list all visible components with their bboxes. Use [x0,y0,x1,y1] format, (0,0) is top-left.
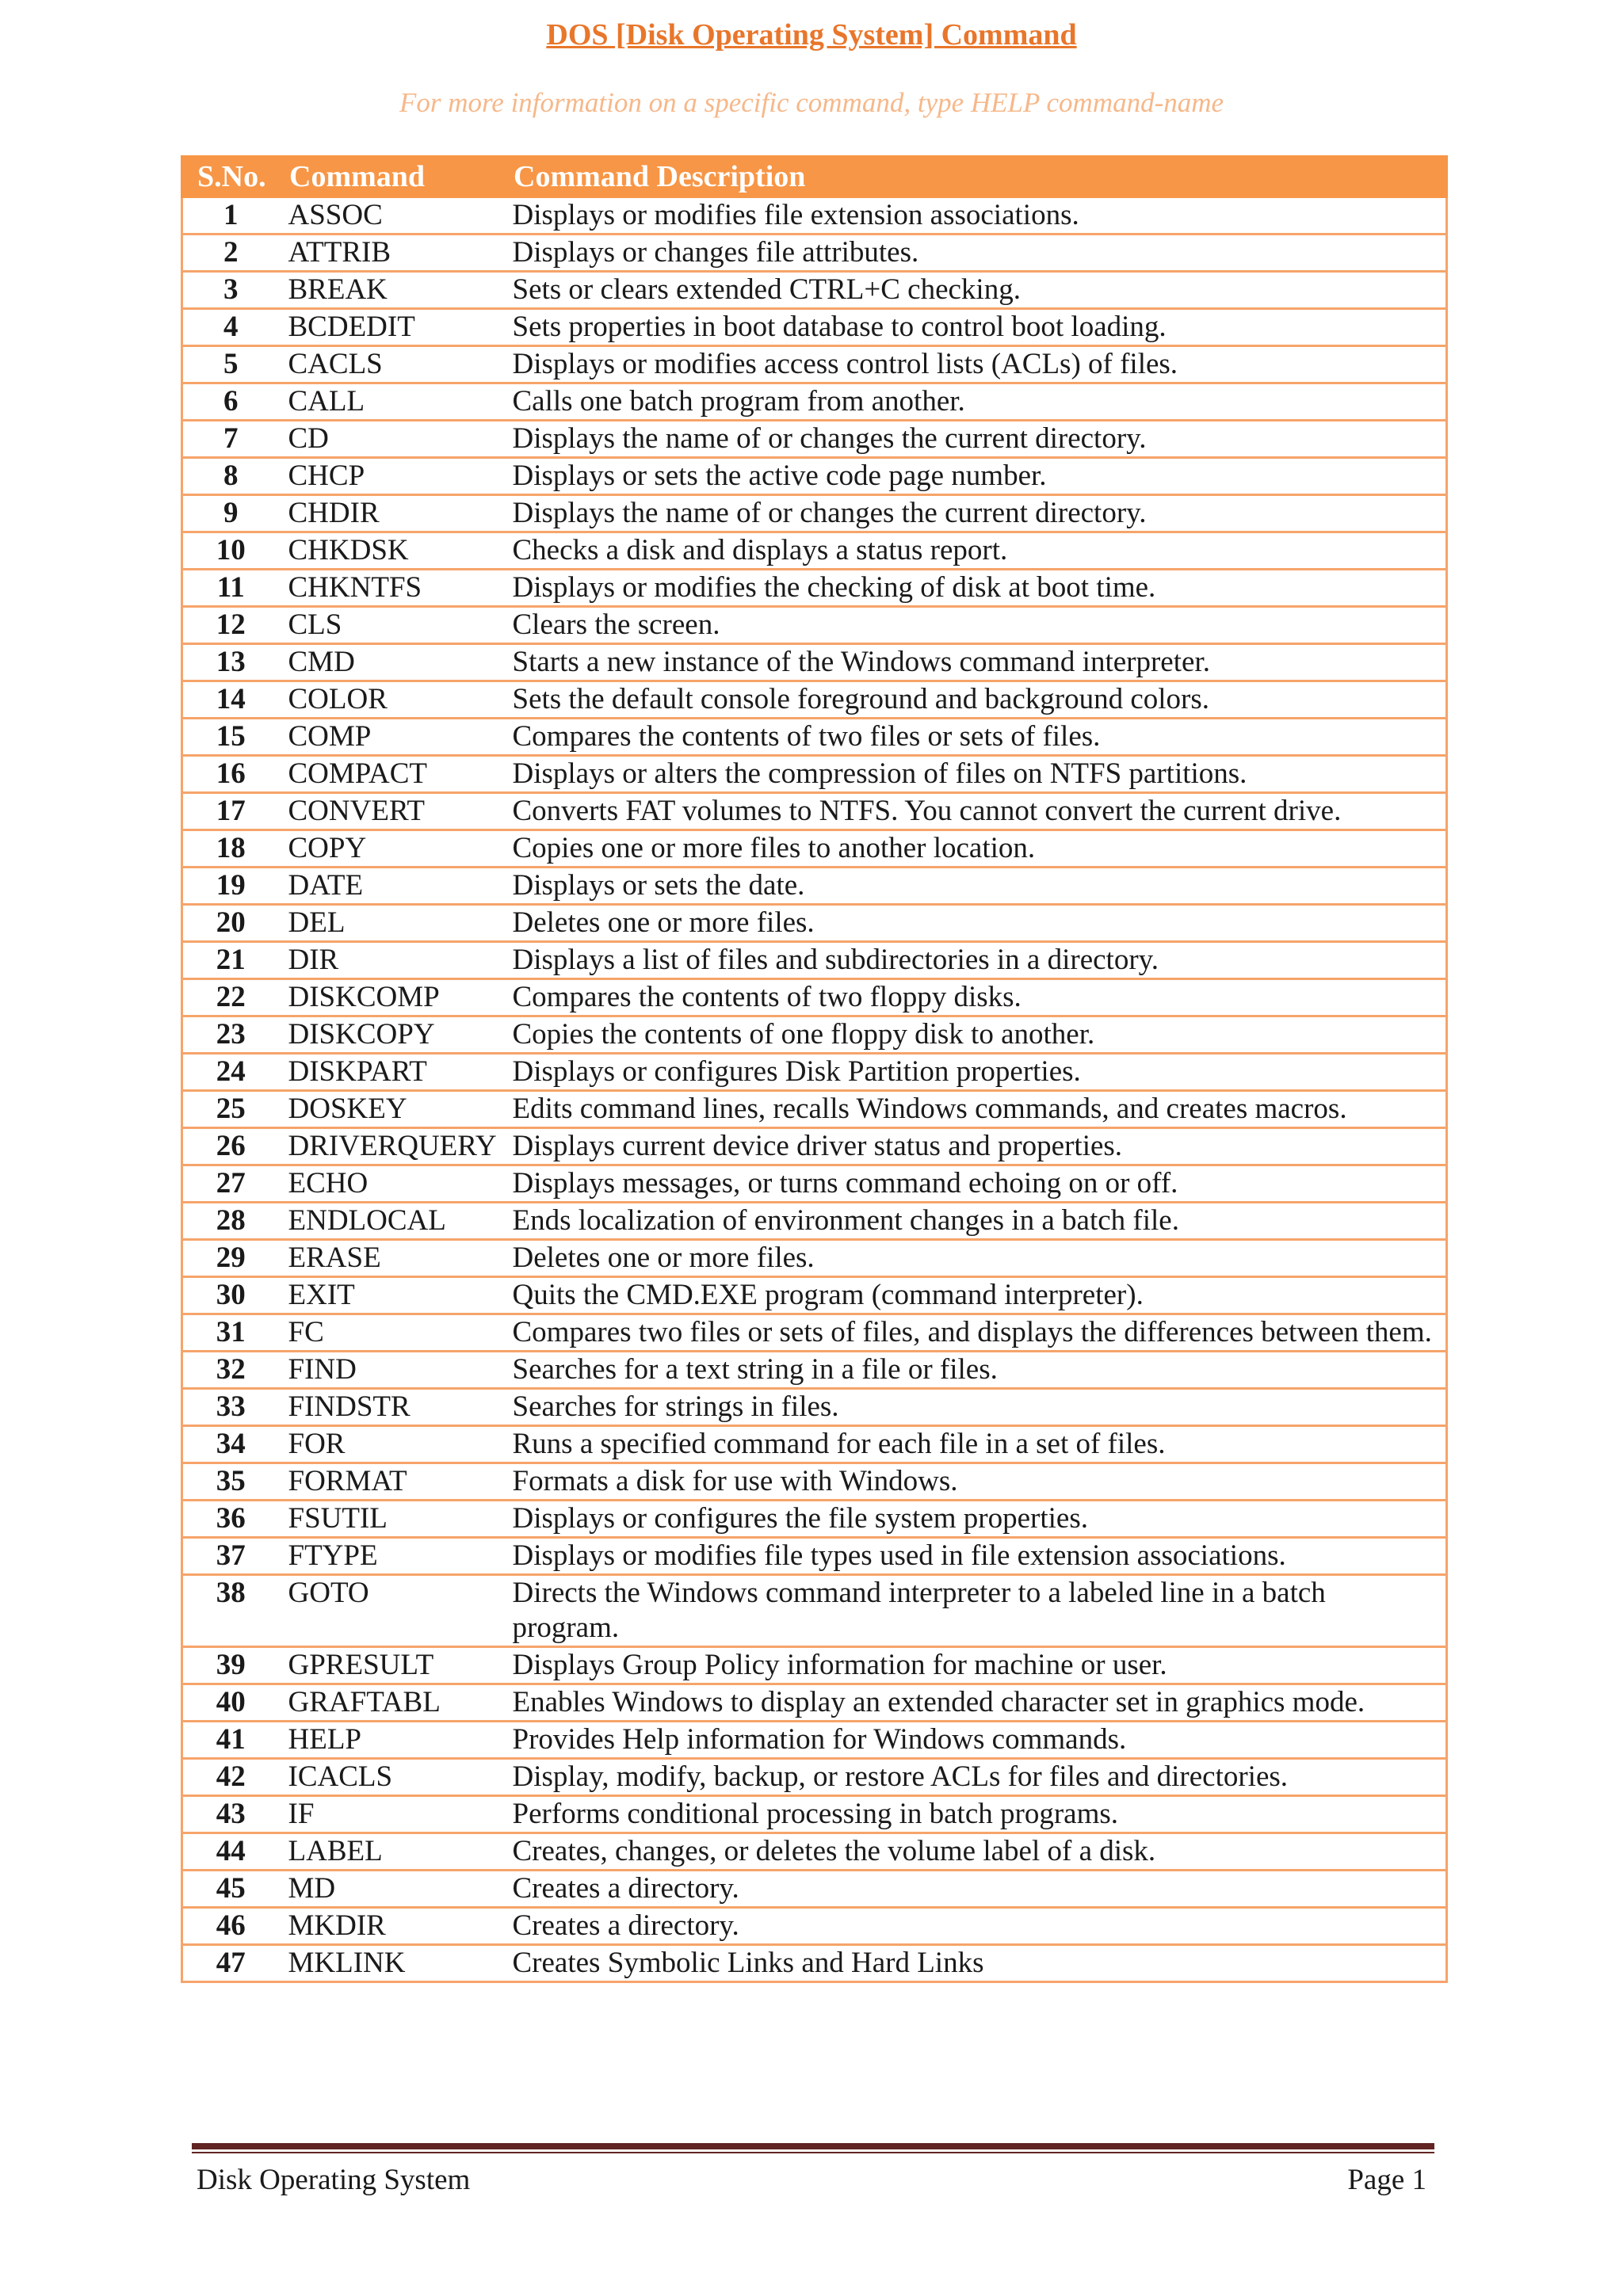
command-name: ENDLOCAL [279,1203,503,1240]
row-number: 24 [182,1054,279,1091]
command-description: Directs the Windows command interpreter to a labeled line in a batch program. [503,1575,1447,1647]
command-name: ERASE [279,1240,503,1277]
command-name: MD [279,1871,503,1908]
command-description: Starts a new instance of the Windows command interpreter. [503,644,1447,681]
table-row [182,942,1447,979]
row-number: 27 [182,1165,279,1203]
table-row [182,1575,1447,1647]
row-number: 35 [182,1463,279,1501]
table-row [182,383,1447,421]
row-number: 7 [182,421,279,458]
table-row [182,644,1447,681]
command-name: BCDEDIT [279,309,503,346]
row-number: 43 [182,1796,279,1833]
command-name: FIND [279,1352,503,1389]
command-name: GPRESULT [279,1647,503,1684]
table-header-row [182,157,1447,197]
command-description: Edits command lines, recalls Windows commands, and creates macros. [503,1091,1447,1128]
row-number: 18 [182,830,279,868]
table-row [182,458,1447,495]
table-row [182,272,1447,309]
command-description: Displays the name of or changes the current directory. [503,421,1447,458]
command-description: Creates, changes, or deletes the volume label of a disk. [503,1833,1447,1871]
command-description: Enables Windows to display an extended character set in graphics mode. [503,1684,1447,1722]
command-name: CD [279,421,503,458]
command-description: Creates a directory. [503,1908,1447,1945]
row-number: 26 [182,1128,279,1165]
command-description: Runs a specified command for each file in a set of files. [503,1426,1447,1463]
command-name: FTYPE [279,1538,503,1575]
row-number: 25 [182,1091,279,1128]
table-row [182,421,1447,458]
command-description: Displays or modifies file types used in file extension associations. [503,1538,1447,1575]
command-name: MKDIR [279,1908,503,1945]
table-row [182,1796,1447,1833]
table-row [182,607,1447,644]
command-description: Displays Group Policy information for machine or user. [503,1647,1447,1684]
command-name: DISKCOMP [279,979,503,1016]
table-row [182,235,1447,272]
command-name: COLOR [279,681,503,719]
document-subtitle: For more information on a specific command, type HELP command-name [399,87,1224,118]
header-sno: S.No. [182,157,279,197]
row-number: 47 [182,1945,279,1982]
command-name: ASSOC [279,197,503,235]
table-row [182,1016,1447,1054]
row-number: 12 [182,607,279,644]
row-number: 39 [182,1647,279,1684]
table-row [182,1722,1447,1759]
row-number: 42 [182,1759,279,1796]
command-description: Display, modify, backup, or restore ACLs for files and directories. [503,1759,1447,1796]
command-name: COMP [279,719,503,756]
row-number: 10 [182,532,279,570]
page-number: Page 1 [1347,2164,1426,2196]
table-row [182,756,1447,793]
command-description: Quits the CMD.EXE program (command interpreter). [503,1277,1447,1314]
command-description: Deletes one or more files. [503,1240,1447,1277]
command-name: CLS [279,607,503,644]
table-row [182,532,1447,570]
row-number: 23 [182,1016,279,1054]
command-name: ECHO [279,1165,503,1203]
command-name: FORMAT [279,1463,503,1501]
document-title: DOS [Disk Operating System] Command [546,18,1077,51]
row-number: 28 [182,1203,279,1240]
command-description: Copies the contents of one floppy disk to another. [503,1016,1447,1054]
command-name: DISKPART [279,1054,503,1091]
command-description: Displays or sets the date. [503,868,1447,905]
command-name: FOR [279,1426,503,1463]
row-number: 19 [182,868,279,905]
row-number: 38 [182,1575,279,1647]
command-description: Clears the screen. [503,607,1447,644]
command-description: Copies one or more files to another location. [503,830,1447,868]
command-description: Converts FAT volumes to NTFS. You cannot convert the current drive. [503,793,1447,830]
command-name: IF [279,1796,503,1833]
command-description: Displays the name of or changes the current directory. [503,495,1447,532]
command-name: DATE [279,868,503,905]
command-name: DIR [279,942,503,979]
command-description: Checks a disk and displays a status report. [503,532,1447,570]
command-description: Provides Help information for Windows commands. [503,1722,1447,1759]
command-name: COMPACT [279,756,503,793]
table-row [182,1945,1447,1982]
table-row [182,830,1447,868]
command-description: Displays a list of files and subdirectories in a directory. [503,942,1447,979]
table-row [182,1314,1447,1352]
command-description: Displays or changes file attributes. [503,235,1447,272]
command-description: Searches for strings in files. [503,1389,1447,1426]
command-name: DEL [279,905,503,942]
row-number: 30 [182,1277,279,1314]
row-number: 36 [182,1501,279,1538]
command-description: Compares the contents of two files or sets of files. [503,719,1447,756]
header-description: Command Description [503,157,1447,197]
command-name: CHDIR [279,495,503,532]
row-number: 4 [182,309,279,346]
command-description: Performs conditional processing in batch programs. [503,1796,1447,1833]
command-description: Displays current device driver status and properties. [503,1128,1447,1165]
row-number: 16 [182,756,279,793]
row-number: 45 [182,1871,279,1908]
row-number: 1 [182,197,279,235]
command-description: Displays messages, or turns command echoing on or off. [503,1165,1447,1203]
table-row [182,1240,1447,1277]
commands-table [181,155,1448,1983]
row-number: 41 [182,1722,279,1759]
table-row [182,1684,1447,1722]
row-number: 40 [182,1684,279,1722]
table-row [182,1054,1447,1091]
table-row [182,1908,1447,1945]
row-number: 31 [182,1314,279,1352]
row-number: 44 [182,1833,279,1871]
table-row [182,570,1447,607]
command-name: FINDSTR [279,1389,503,1426]
table-row [182,1647,1447,1684]
command-name: BREAK [279,272,503,309]
row-number: 33 [182,1389,279,1426]
table-row [182,1501,1447,1538]
table-row [182,1165,1447,1203]
command-description: Searches for a text string in a file or files. [503,1352,1447,1389]
command-name: COPY [279,830,503,868]
table-row [182,868,1447,905]
row-number: 21 [182,942,279,979]
row-number: 20 [182,905,279,942]
command-name: EXIT [279,1277,503,1314]
table-row [182,1426,1447,1463]
footer-rule-thick [192,2143,1434,2149]
command-description: Compares two files or sets of files, and displays the differences between them. [503,1314,1447,1352]
table-row [182,905,1447,942]
table-row [182,681,1447,719]
table-row [182,1277,1447,1314]
command-name: DISKCOPY [279,1016,503,1054]
row-number: 13 [182,644,279,681]
command-name: ICACLS [279,1759,503,1796]
command-description: Sets the default console foreground and background colors. [503,681,1447,719]
table-row [182,197,1447,235]
table-row [182,1833,1447,1871]
row-number: 2 [182,235,279,272]
table-row [182,346,1447,383]
table-row [182,495,1447,532]
row-number: 9 [182,495,279,532]
footer-title: Disk Operating System [197,2164,471,2196]
table-row [182,719,1447,756]
command-name: HELP [279,1722,503,1759]
command-description: Sets or clears extended CTRL+C checking. [503,272,1447,309]
footer-rule [192,2143,1434,2154]
row-number: 17 [182,793,279,830]
command-name: CHCP [279,458,503,495]
row-number: 3 [182,272,279,309]
row-number: 46 [182,1908,279,1945]
table-row [182,1203,1447,1240]
table-row [182,1759,1447,1796]
table-row [182,793,1447,830]
command-name: FC [279,1314,503,1352]
command-name: LABEL [279,1833,503,1871]
command-description: Formats a disk for use with Windows. [503,1463,1447,1501]
table-row [182,979,1447,1016]
command-description: Displays or configures Disk Partition properties. [503,1054,1447,1091]
command-name: MKLINK [279,1945,503,1982]
header-command: Command [279,157,503,197]
command-description: Creates Symbolic Links and Hard Links [503,1945,1447,1982]
command-name: DRIVERQUERY [279,1128,503,1165]
table-body [182,197,1447,1982]
command-name: CMD [279,644,503,681]
command-description: Deletes one or more files. [503,905,1447,942]
row-number: 29 [182,1240,279,1277]
table-row [182,1871,1447,1908]
row-number: 8 [182,458,279,495]
footer-rule-thin [192,2152,1434,2153]
command-name: FSUTIL [279,1501,503,1538]
command-description: Ends localization of environment changes in a batch file. [503,1203,1447,1240]
command-description: Displays or modifies the checking of disk at boot time. [503,570,1447,607]
table-row [182,1128,1447,1165]
command-description: Displays or modifies file extension associations. [503,197,1447,235]
table-row [182,1463,1447,1501]
command-description: Calls one batch program from another. [503,383,1447,421]
row-number: 11 [182,570,279,607]
table-row [182,309,1447,346]
command-name: CACLS [279,346,503,383]
command-name: GRAFTABL [279,1684,503,1722]
command-description: Displays or alters the compression of files on NTFS partitions. [503,756,1447,793]
command-description: Sets properties in boot database to control boot loading. [503,309,1447,346]
table-row [182,1091,1447,1128]
table-row [182,1352,1447,1389]
row-number: 14 [182,681,279,719]
row-number: 6 [182,383,279,421]
row-number: 32 [182,1352,279,1389]
command-name: ATTRIB [279,235,503,272]
command-description: Displays or sets the active code page number. [503,458,1447,495]
row-number: 34 [182,1426,279,1463]
row-number: 5 [182,346,279,383]
row-number: 22 [182,979,279,1016]
table-row [182,1538,1447,1575]
command-description: Displays or configures the file system properties. [503,1501,1447,1538]
command-name: CHKNTFS [279,570,503,607]
command-description: Creates a directory. [503,1871,1447,1908]
table-row [182,1389,1447,1426]
command-name: CHKDSK [279,532,503,570]
command-description: Displays or modifies access control lists (ACLs) of files. [503,346,1447,383]
command-name: GOTO [279,1575,503,1647]
row-number: 37 [182,1538,279,1575]
command-name: CALL [279,383,503,421]
command-name: CONVERT [279,793,503,830]
command-name: DOSKEY [279,1091,503,1128]
row-number: 15 [182,719,279,756]
command-description: Compares the contents of two floppy disks. [503,979,1447,1016]
